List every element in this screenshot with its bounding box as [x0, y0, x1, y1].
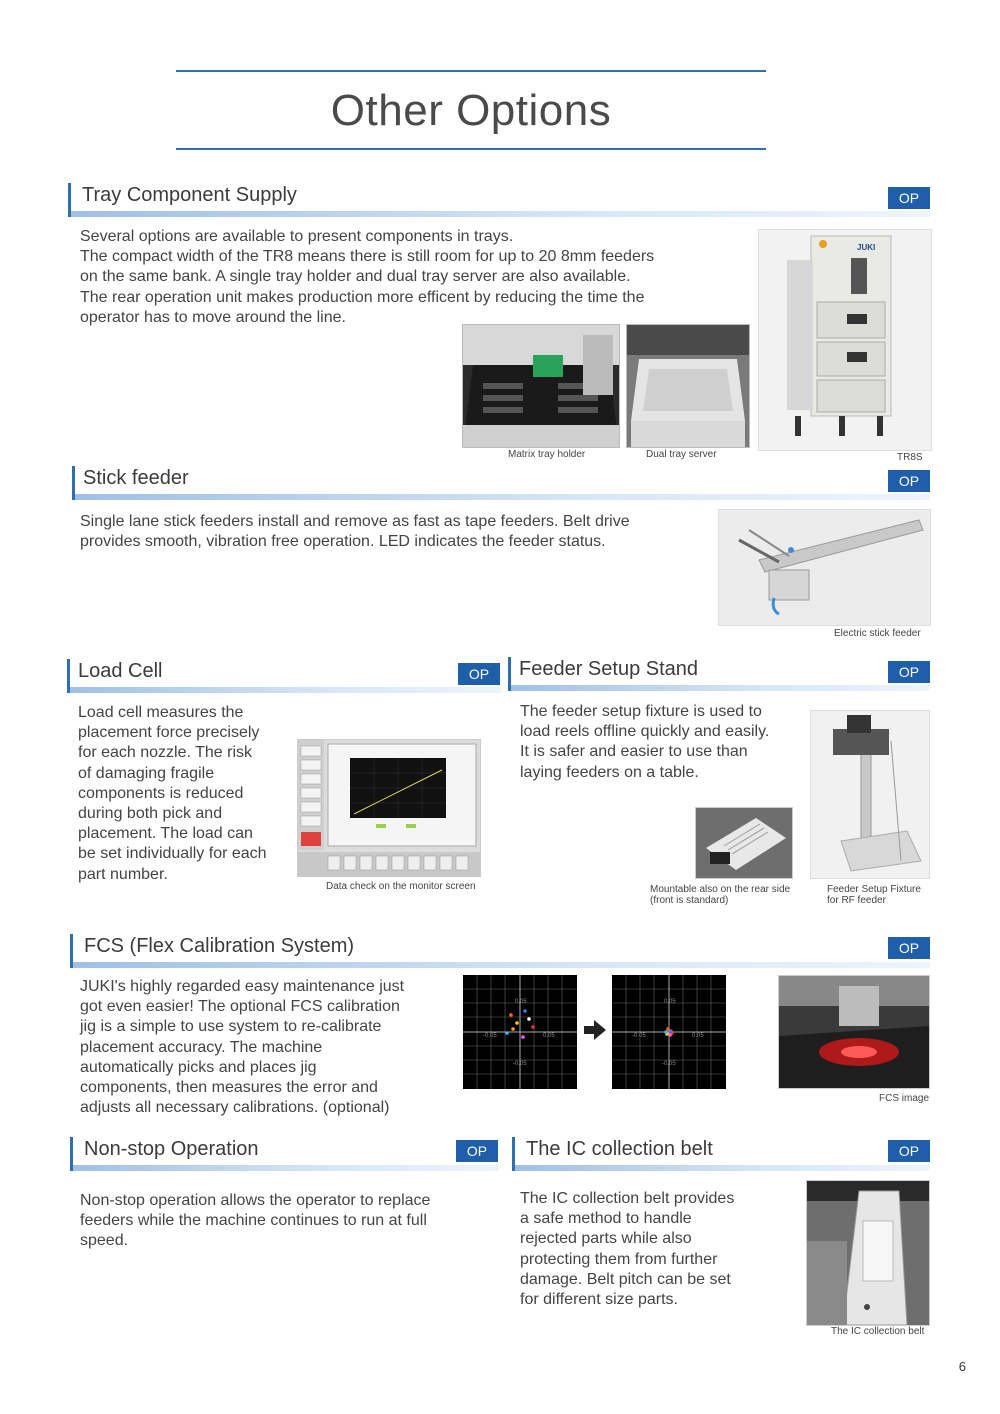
section-title: Tray Component Supply [82, 184, 297, 206]
ic-belt-photo [806, 1180, 930, 1326]
juki-logo: JUKI [857, 243, 876, 252]
matrix-tray-caption: Matrix tray holder [508, 449, 586, 460]
tr8s-machine-photo [758, 229, 932, 451]
right-arrow-icon [584, 1020, 606, 1045]
section-header-tray [68, 183, 930, 221]
svg-text:0.05: 0.05 [515, 999, 527, 1005]
section-title: The IC collection belt [526, 1138, 713, 1160]
section-header-stick [72, 466, 930, 504]
svg-text:-0.05: -0.05 [632, 1033, 646, 1039]
feeder-setup-fixture-photo [810, 710, 930, 879]
svg-text:-0.05: -0.05 [513, 1061, 527, 1067]
monitor-screen-image [297, 739, 481, 877]
section-header-load-cell [67, 659, 501, 697]
tr8s-caption: TR8S [897, 452, 923, 463]
calibration-plot-after [612, 975, 726, 1089]
op-badge: OP [888, 187, 930, 209]
feeder-setup-description: The feeder setup fixture is used to load reels offline quickly and easily. It is safer and easier to use than laying feeders on a table. [520, 703, 770, 781]
title-rule-top [176, 70, 766, 72]
op-badge: OP [888, 937, 930, 959]
section-title: Non-stop Operation [84, 1138, 259, 1160]
page-number: 6 [958, 1359, 966, 1374]
svg-text:0.05: 0.05 [664, 999, 676, 1005]
section-header-ic-belt [512, 1137, 930, 1175]
ic-belt-caption: The IC collection belt [831, 1326, 925, 1337]
section-header-nonstop [70, 1137, 499, 1175]
op-badge: OP [458, 663, 500, 685]
section-header-fcs [70, 934, 930, 972]
monitor-screen-caption: Data check on the monitor screen [326, 881, 476, 892]
matrix-tray-photo [462, 324, 620, 448]
calibration-plot-before [463, 975, 577, 1089]
section-title: Load Cell [78, 660, 163, 682]
svg-text:-0.05: -0.05 [662, 1061, 676, 1067]
tray-description: Several options are available to present components in trays. The compact width of the TR8 means there is still room for up to 20 8mm feeders on the same bank. A single tray holder and dual tray server are also available. The rear operation unit makes production more efficent by reducing the time the operator has to move around the line. [80, 228, 655, 326]
load-cell-description: Load cell measures the placement force precisely for each nozzle. The risk of damaging fragile components is reduced during both pick and placement. The load can be set individually for each part number. [78, 704, 267, 883]
section-title: FCS (Flex Calibration System) [84, 935, 355, 957]
svg-text:0.05: 0.05 [692, 1033, 704, 1039]
section-title: Feeder Setup Stand [519, 658, 699, 680]
ic-belt-description: The IC collection belt provides a safe method to handle rejected parts while also protecting them from further damage. Belt pitch can be set for different size parts. [520, 1190, 735, 1309]
stick-description: Single lane stick feeders install and remove as fast as tape feeders. Belt drive provides smooth, vibration free operation. LED indicates the feeder status. [80, 513, 630, 551]
fcs-description: JUKI's highly regarded easy maintenance just got even easier! The optional FCS calibration jig is a simple to use system to re-calibrate placement accuracy. The machine automatically picks and places jig components, then measures the error and adjusts all necessary calibrations. (optional) [80, 978, 405, 1117]
rear-side-photo [695, 807, 793, 879]
op-badge: OP [456, 1140, 498, 1162]
fcs-caption: FCS image [879, 1093, 930, 1104]
svg-text:0.05: 0.05 [543, 1033, 555, 1039]
rear-side-caption: Mountable also on the rear side (front is standard) [650, 884, 791, 906]
stick-feeder-caption: Electric stick feeder [834, 628, 921, 639]
stick-feeder-photo [718, 509, 931, 626]
page-title: Other Options [330, 86, 612, 135]
op-badge: OP [888, 661, 930, 683]
dual-tray-caption: Dual tray server [646, 449, 717, 460]
fixture-caption: Feeder Setup Fixture for RF feeder [827, 884, 921, 906]
dual-tray-photo [626, 324, 750, 448]
section-title: Stick feeder [83, 467, 189, 489]
title-rule-bottom [176, 148, 766, 150]
svg-text:-0.05: -0.05 [483, 1033, 497, 1039]
op-badge: OP [888, 470, 930, 492]
fcs-photo [778, 975, 930, 1089]
section-header-feeder-setup [508, 657, 930, 695]
nonstop-description: Non-stop operation allows the operator to replace feeders while the machine continues to run at full speed. [80, 1192, 431, 1250]
op-badge: OP [888, 1140, 930, 1162]
